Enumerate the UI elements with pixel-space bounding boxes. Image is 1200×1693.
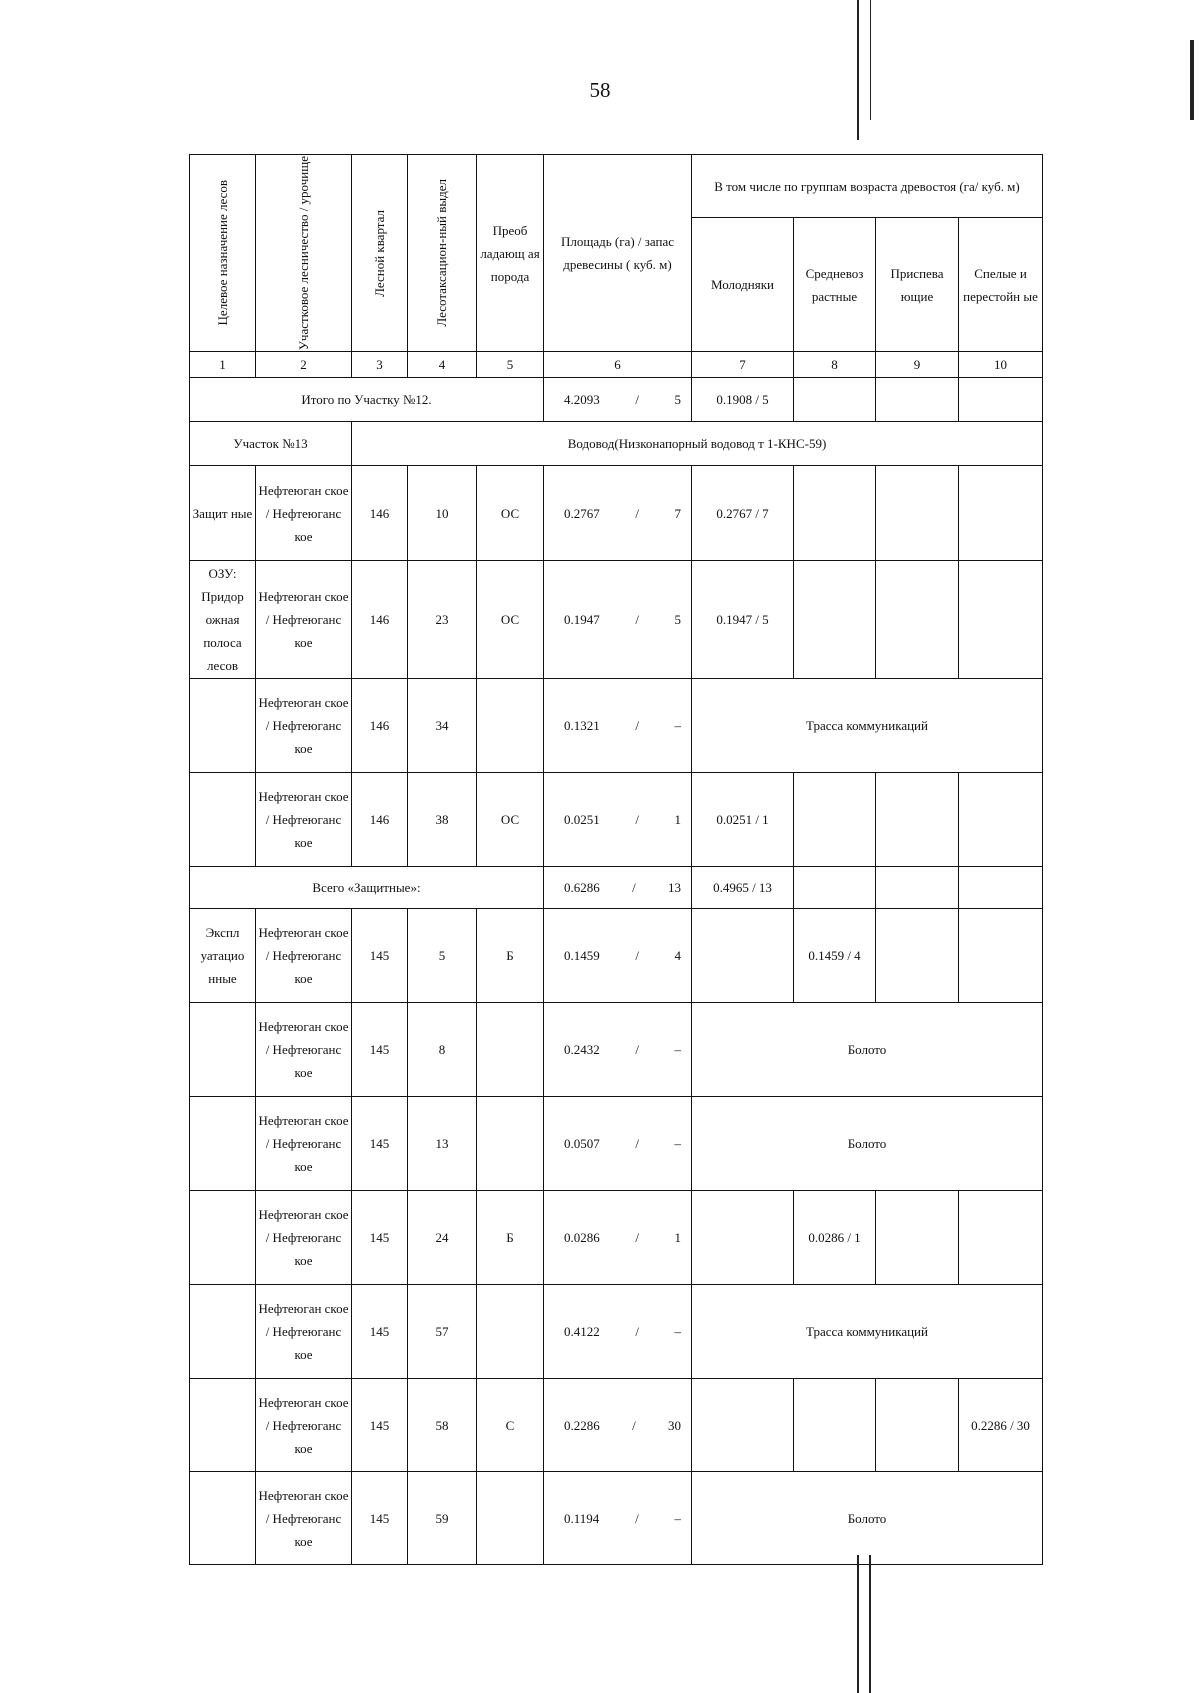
total-label: Всего «Защитные»:	[190, 867, 544, 909]
quarter-cell: 146	[352, 466, 408, 561]
column-number: 9	[876, 352, 959, 378]
plot-cell: 59	[408, 1472, 477, 1565]
forestry-cell: Нефтеюган ское / Нефтеюганс кое	[256, 1472, 352, 1565]
empty-cell	[876, 773, 959, 867]
table-row	[190, 773, 1043, 867]
forest-table	[189, 154, 1043, 1565]
area-cell: 0.0507 / –	[544, 1097, 692, 1191]
area-cell: 0.0251 / 1	[544, 773, 692, 867]
plot-cell: 5	[408, 909, 477, 1003]
quarter-cell: 146	[352, 773, 408, 867]
young-cell: 0.2767 / 7	[692, 466, 794, 561]
forestry-cell: Нефтеюган ское / Нефтеюганс кое	[256, 561, 352, 679]
header-cell: Площадь (га) / запас древесины ( куб. м)	[544, 155, 692, 352]
scan-edge-line	[869, 1555, 871, 1693]
area-cell: 0.1321 / –	[544, 679, 692, 773]
middle-age-cell: 0.1459 / 4	[794, 909, 876, 1003]
empty-cell	[959, 909, 1043, 1003]
young-cell: 0.1947 / 5	[692, 561, 794, 679]
purpose-cell	[190, 1285, 256, 1379]
forestry-cell: Нефтеюган ское / Нефтеюганс кое	[256, 1191, 352, 1285]
species-cell	[477, 1472, 544, 1565]
purpose-cell: Экспл уатацио нные	[190, 909, 256, 1003]
empty-cell	[876, 466, 959, 561]
species-cell: ОС	[477, 561, 544, 679]
purpose-cell	[190, 1097, 256, 1191]
empty-cell	[959, 561, 1043, 679]
table-row	[190, 909, 1043, 1003]
plot-cell: 38	[408, 773, 477, 867]
species-cell	[477, 1003, 544, 1097]
scan-edge-line	[857, 0, 859, 140]
header-cell: Спелые и перестойн ые	[959, 218, 1043, 352]
area-cell: 0.2767 / 7	[544, 466, 692, 561]
quarter-cell: 145	[352, 1285, 408, 1379]
header-cell: Лесотаксацион-ный выдел	[408, 155, 477, 352]
table-row	[190, 466, 1043, 561]
note-cell: Болото	[692, 1472, 1043, 1565]
middle-age-cell: 0.0286 / 1	[794, 1191, 876, 1285]
column-number: 10	[959, 352, 1043, 378]
empty-cell	[876, 867, 959, 909]
empty-cell	[692, 909, 794, 1003]
empty-cell	[794, 378, 876, 422]
young-cell: 0.0251 / 1	[692, 773, 794, 867]
empty-cell	[794, 1379, 876, 1472]
forestry-cell: Нефтеюган ское / Нефтеюганс кое	[256, 679, 352, 773]
total-row	[190, 378, 1043, 422]
section-label: Участок №13	[190, 422, 352, 466]
area-cell: 4.2093 / 5	[544, 378, 692, 422]
area-cell: 0.6286 / 13	[544, 867, 692, 909]
mature-cell: 0.2286 / 30	[959, 1379, 1043, 1472]
scan-edge-line	[857, 1555, 859, 1693]
area-cell: 0.1459 / 4	[544, 909, 692, 1003]
area-cell: 0.2286 / 30	[544, 1379, 692, 1472]
header-cell: Лесной квартал	[352, 155, 408, 352]
empty-cell	[692, 1379, 794, 1472]
empty-cell	[959, 773, 1043, 867]
plot-cell: 58	[408, 1379, 477, 1472]
purpose-cell: ОЗУ: Придор ожная полоса лесов	[190, 561, 256, 679]
column-number: 4	[408, 352, 477, 378]
young-cell: 0.4965 / 13	[692, 867, 794, 909]
plot-cell: 34	[408, 679, 477, 773]
note-cell: Трасса коммуникаций	[692, 1285, 1043, 1379]
quarter-cell: 145	[352, 1097, 408, 1191]
empty-cell	[959, 1191, 1043, 1285]
forestry-cell: Нефтеюган ское / Нефтеюганс кое	[256, 909, 352, 1003]
empty-cell	[794, 867, 876, 909]
species-cell	[477, 1285, 544, 1379]
forestry-cell: Нефтеюган ское / Нефтеюганс кое	[256, 1003, 352, 1097]
area-cell: 0.1194 / –	[544, 1472, 692, 1565]
header-cell: Приспева ющие	[876, 218, 959, 352]
header-cell: Средневоз растные	[794, 218, 876, 352]
quarter-cell: 145	[352, 1003, 408, 1097]
column-number: 5	[477, 352, 544, 378]
empty-cell	[794, 561, 876, 679]
table-row	[190, 1097, 1043, 1191]
area-cell: 0.2432 / –	[544, 1003, 692, 1097]
empty-cell	[876, 1191, 959, 1285]
purpose-cell	[190, 1379, 256, 1472]
quarter-cell: 146	[352, 679, 408, 773]
section-object: Водовод(Низконапорный водовод т 1-КНС-59)	[352, 422, 1043, 466]
species-cell: С	[477, 1379, 544, 1472]
page-number: 58	[589, 78, 611, 102]
plot-cell: 24	[408, 1191, 477, 1285]
forestry-cell: Нефтеюган ское / Нефтеюганс кое	[256, 1097, 352, 1191]
total-row	[190, 867, 1043, 909]
scan-edge-line	[870, 0, 871, 120]
header-group-cell: В том числе по группам возраста древостоя (га/ куб. м)	[692, 155, 1043, 218]
species-cell	[477, 679, 544, 773]
header-row	[190, 155, 1043, 218]
purpose-cell	[190, 1472, 256, 1565]
note-cell: Болото	[692, 1003, 1043, 1097]
empty-cell	[876, 909, 959, 1003]
species-cell: ОС	[477, 466, 544, 561]
quarter-cell: 145	[352, 1379, 408, 1472]
plot-cell: 57	[408, 1285, 477, 1379]
total-label: Итого по Участку №12.	[190, 378, 544, 422]
purpose-cell	[190, 1003, 256, 1097]
species-cell: ОС	[477, 773, 544, 867]
forestry-cell: Нефтеюган ское / Нефтеюганс кое	[256, 1379, 352, 1472]
empty-cell	[794, 773, 876, 867]
purpose-cell	[190, 773, 256, 867]
forestry-cell: Нефтеюган ское / Нефтеюганс кое	[256, 466, 352, 561]
column-number: 1	[190, 352, 256, 378]
area-cell: 0.0286 / 1	[544, 1191, 692, 1285]
area-cell: 0.1947 / 5	[544, 561, 692, 679]
area-cell: 0.4122 / –	[544, 1285, 692, 1379]
species-cell: Б	[477, 909, 544, 1003]
scan-edge-line	[1190, 40, 1194, 120]
species-cell	[477, 1097, 544, 1191]
note-cell: Трасса коммуникаций	[692, 679, 1043, 773]
column-number-row	[190, 352, 1043, 378]
table-row	[190, 679, 1043, 773]
table-row	[190, 1003, 1043, 1097]
empty-cell	[876, 1379, 959, 1472]
column-number: 6	[544, 352, 692, 378]
forestry-cell: Нефтеюган ское / Нефтеюганс кое	[256, 1285, 352, 1379]
table-row	[190, 561, 1043, 679]
empty-cell	[876, 378, 959, 422]
empty-cell	[692, 1191, 794, 1285]
column-number: 3	[352, 352, 408, 378]
header-cell: Молодняки	[692, 218, 794, 352]
purpose-cell	[190, 679, 256, 773]
column-number: 7	[692, 352, 794, 378]
plot-cell: 10	[408, 466, 477, 561]
table-row	[190, 1379, 1043, 1472]
table-row	[190, 1472, 1043, 1565]
table-row	[190, 1285, 1043, 1379]
empty-cell	[959, 466, 1043, 561]
empty-cell	[959, 378, 1043, 422]
column-number: 8	[794, 352, 876, 378]
species-cell: Б	[477, 1191, 544, 1285]
header-cell: Целевое назначение лесов	[190, 155, 256, 352]
plot-cell: 8	[408, 1003, 477, 1097]
plot-cell: 13	[408, 1097, 477, 1191]
header-cell: Преоб ладающ ая порода	[477, 155, 544, 352]
purpose-cell	[190, 1191, 256, 1285]
quarter-cell: 145	[352, 909, 408, 1003]
empty-cell	[959, 867, 1043, 909]
forestry-cell: Нефтеюган ское / Нефтеюганс кое	[256, 773, 352, 867]
empty-cell	[876, 561, 959, 679]
young-cell: 0.1908 / 5	[692, 378, 794, 422]
empty-cell	[794, 466, 876, 561]
section-row	[190, 422, 1043, 466]
plot-cell: 23	[408, 561, 477, 679]
table-row	[190, 1191, 1043, 1285]
column-number: 2	[256, 352, 352, 378]
quarter-cell: 146	[352, 561, 408, 679]
note-cell: Болото	[692, 1097, 1043, 1191]
quarter-cell: 145	[352, 1191, 408, 1285]
quarter-cell: 145	[352, 1472, 408, 1565]
purpose-cell: Защит ные	[190, 466, 256, 561]
header-cell: Участковое лесничество / урочище	[256, 155, 352, 352]
